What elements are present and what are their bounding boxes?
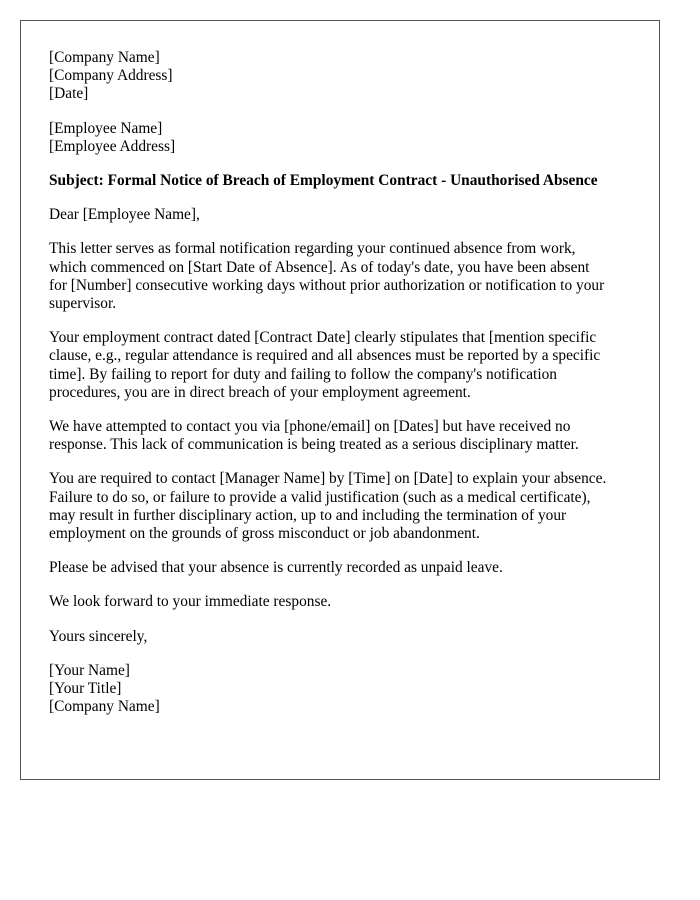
- paragraph-line: Your employment contract dated [Contract Date] clearly stipulates that [mention specific: [49, 329, 597, 347]
- letter-body: [49, 49, 639, 716]
- subject-line: Subject: Formal Notice of Breach of Employment Contract - Unauthorised Absence: [49, 172, 598, 190]
- recipient-employee-address: [Employee Address]: [49, 137, 176, 155]
- paragraph-unpaid-leave: [49, 559, 639, 577]
- paragraph-line: This letter serves as formal notification regarding your continued absence from work,: [49, 240, 576, 258]
- paragraph-line: supervisor.: [49, 295, 117, 313]
- paragraph-contract-breach: [49, 329, 639, 402]
- recipient-block: [49, 120, 639, 156]
- paragraph-line: for [Number] consecutive working days without prior authorization or notification to your: [49, 276, 605, 294]
- paragraph-line: may result in further disciplinary action, up to and including the termination of your: [49, 506, 567, 524]
- paragraph-absence-notice: [49, 240, 639, 313]
- letter-frame: [20, 20, 660, 780]
- paragraph-required-action: [49, 470, 639, 543]
- paragraph-line: We have attempted to contact you via [phone/email] on [Dates] but have received no: [49, 418, 571, 436]
- paragraph-line: procedures, you are in direct breach of your employment agreement.: [49, 383, 471, 401]
- signature-name: [Your Name]: [49, 661, 130, 679]
- paragraph-line: We look forward to your immediate response.: [49, 593, 332, 611]
- sender-company-address: [Company Address]: [49, 67, 173, 85]
- signature-title: [Your Title]: [49, 680, 122, 698]
- signature-company: [Company Name]: [49, 698, 160, 716]
- letter-date: [Date]: [49, 85, 89, 103]
- signature-block: [49, 662, 639, 717]
- paragraph-line: response. This lack of communication is being treated as a serious disciplinary matter.: [49, 436, 579, 454]
- paragraph-line: clause, e.g., regular attendance is required and all absences must be reported by a specific: [49, 347, 601, 365]
- salutation: Dear [Employee Name],: [49, 206, 200, 224]
- paragraph-line: Please be advised that your absence is currently recorded as unpaid leave.: [49, 559, 503, 577]
- paragraph-line: which commenced on [Start Date of Absence]. As of today's date, you have been absent: [49, 258, 590, 276]
- paragraph-line: Failure to do so, or failure to provide a valid justification (such as a medical certificate),: [49, 488, 591, 506]
- sender-block: [49, 49, 639, 104]
- paragraph-line: time]. By failing to report for duty and failing to follow the company's notification: [49, 365, 557, 383]
- recipient-employee-name: [Employee Name]: [49, 119, 163, 137]
- paragraph-line: You are required to contact [Manager Name] by [Time] on [Date] to explain your absence.: [49, 470, 607, 488]
- paragraph-response-request: [49, 593, 639, 611]
- sender-company-name: [Company Name]: [49, 49, 160, 66]
- paragraph-contact-attempts: [49, 418, 639, 454]
- paragraph-line: employment on the grounds of gross misconduct or job abandonment.: [49, 525, 480, 543]
- closing: Yours sincerely,: [49, 627, 148, 645]
